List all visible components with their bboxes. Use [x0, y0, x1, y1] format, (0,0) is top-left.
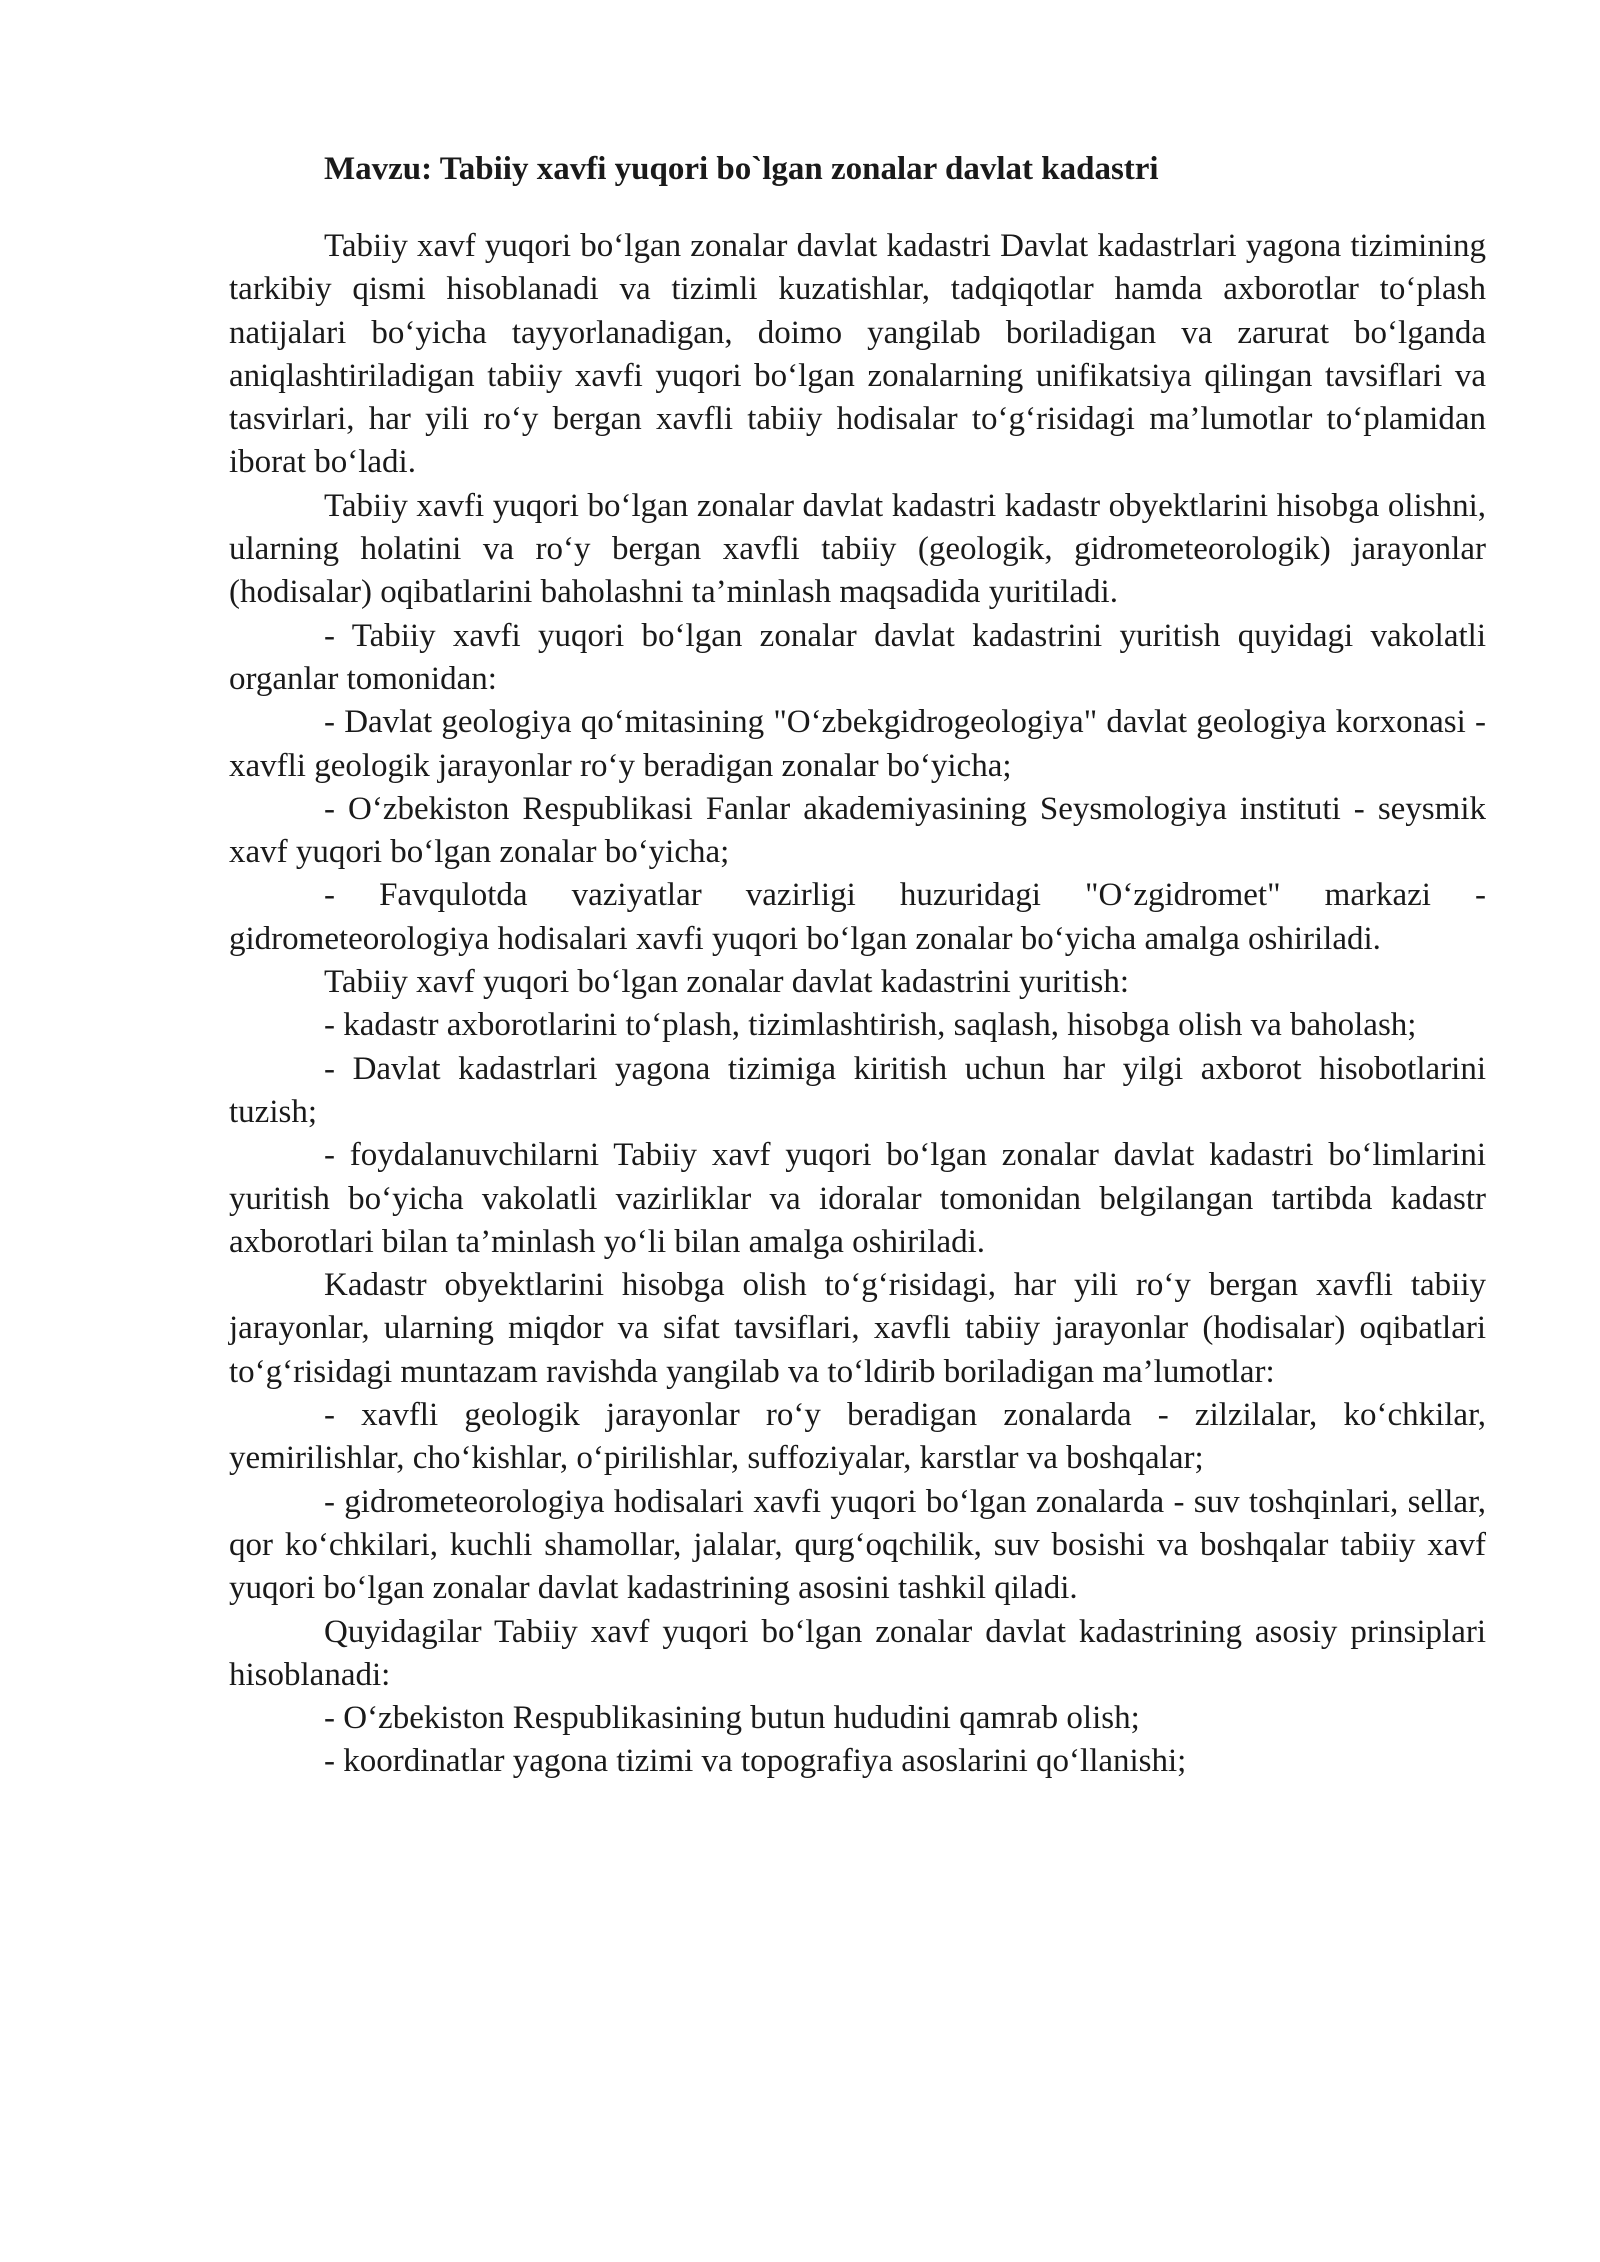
list-item-hydromet: - Favqulotda vaziyatlar vazirligi huzuridagi "O‘zgidromet" markazi - gidrometeorologiya hodisalari xavfi yuqori bo‘lgan zonalar bo‘yicha amalga oshiriladi. — [229, 877, 1486, 957]
paragraph-6: Quyidagilar Tabiiy xavf yuqori bo‘lgan zonalar davlat kadastrining asosiy prinsiplari hisoblanadi: — [229, 1613, 1486, 1693]
paragraph-2: Tabiiy xavfi yuqori bo‘lgan zonalar davlat kadastri kadastr obyektlarini hisobga olishni, ularning holatini va ro‘y bergan xavfli tabiiy (geologik, gidrometeorologik) jarayonlar (hodisalar) oqibatlarini baholashni ta’minlash maqsadida yuritiladi. — [229, 487, 1486, 611]
paragraph-3: - Tabiiy xavfi yuqori bo‘lgan zonalar davlat kadastrini yuritish quyidagi vakolatli organlar tomonidan: — [229, 617, 1486, 697]
list-item-collect: - kadastr axborotlarini to‘plash, tizimlashtirish, saqlash, hisobga olish va baholash; — [324, 1007, 1417, 1044]
list-item-geology: - Davlat geologiya qo‘mitasining "O‘zbekgidrogeologiya" davlat geologiya korxonasi - xavfli geologik jarayonlar ro‘y beradigan zonalar bo‘yicha; — [229, 704, 1486, 784]
document-title: Mavzu: Tabiiy xavfi yuqori bo`lgan zonalar davlat kadastri — [324, 151, 1159, 187]
list-item-users: - foydalanuvchilarni Tabiiy xavf yuqori bo‘lgan zonalar davlat kadastri bo‘limlarini yuritish bo‘yicha vakolatli vazirliklar va idoralar tomonidan belgilangan tartibda kadastr axborotlari bilan ta’minlash yo‘li bilan amalga oshiriladi. — [229, 1137, 1486, 1260]
list-item-territory: - O‘zbekiston Respublikasining butun hududini qamrab olish; — [324, 1700, 1140, 1737]
list-item-hydromet-zones: - gidrometeorologiya hodisalari xavfi yuqori bo‘lgan zonalarda - suv toshqinlari, sellar, qor ko‘chkilari, kuchli shamollar, jalalar, qurg‘oqchilik, suv bosishi va boshqalar tabiiy xavf yuqori bo‘lgan zonalar davlat kadastrining asosini tashkil qiladi. — [229, 1483, 1486, 1607]
list-item-reports: - Davlat kadastrlari yagona tizimiga kiritish uchun har yilgi axborot hisobotlarini tuzish; — [229, 1050, 1486, 1130]
paragraph-1: Tabiiy xavf yuqori bo‘lgan zonalar davlat kadastri Davlat kadastrlari yagona tizimining tarkibiy qismi hisoblanadi va tizimli kuzatishlar, tadqiqotlar hamda axborotlar to‘plash natijalari bo‘yicha tayyorlanadigan, doimo yangilab boriladigan va zarurat bo‘lganda aniqlashtiriladigan tabiiy xavfi yuqori bo‘lgan zonalarning unifikatsiya qilingan tavsiflari va tasvirlari, har yili ro‘y bergan xavfli tabiiy hodisalar to‘g‘risidagi ma’lumotlar to‘plamidan iborat bo‘ladi. — [229, 228, 1486, 481]
list-item-geologic-zones: - xavfli geologik jarayonlar ro‘y beradigan zonalarda - zilzilalar, ko‘chkilar, yemirilishlar, cho‘kishlar, o‘pirilishlar, suffoziyalar, karstlar va boshqalar; — [229, 1397, 1486, 1477]
paragraph-4: Tabiiy xavf yuqori bo‘lgan zonalar davlat kadastrini yuritish: — [324, 964, 1130, 1001]
paragraph-5: Kadastr obyektlarini hisobga olish to‘g‘risidagi, har yili ro‘y bergan xavfli tabiiy jarayonlar, ularning miqdor va sifat tavsiflari, xavfli tabiiy jarayonlar (hodisalar) oqibatlari to‘g‘risidagi muntazam ravishda yangilab va to‘ldirib boriladigan ma’lumotlar: — [229, 1267, 1486, 1390]
list-item-coordinates: - koordinatlar yagona tizimi va topografiya asoslarini qo‘llanishi; — [324, 1743, 1187, 1780]
document-body — [229, 148, 1486, 1784]
list-item-seismology: - O‘zbekiston Respublikasi Fanlar akademiyasining Seysmologiya instituti - seysmik xavf yuqori bo‘lgan zonalar bo‘yicha; — [229, 790, 1486, 871]
